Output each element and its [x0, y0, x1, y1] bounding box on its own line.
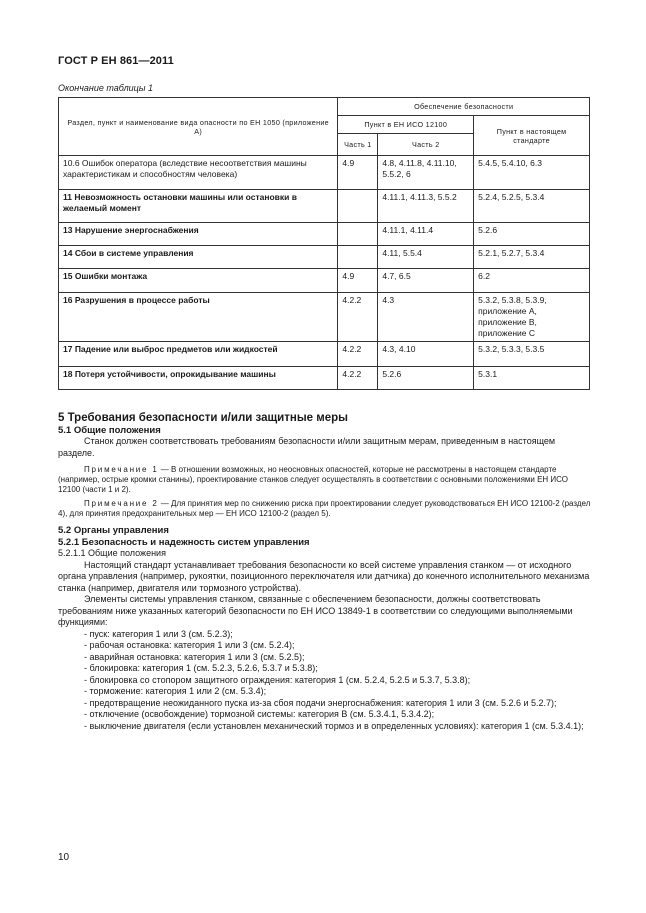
standard-cell: 5.3.2, 5.3.8, 5.3.9, приложение А, приложение В, приложение С	[474, 293, 590, 342]
note-2	[58, 499, 592, 519]
note-1-text: — В отношении возможных, но неосновных опасностей, которые не рассмотрены в настоящем стандарте (например, острые кромки станины), проектирование станков следует осуществлять в соответствии с основными положениями ЕН ИСО 12100 (части 1 и 2).	[58, 465, 569, 494]
part2-cell: 4.7, 6.5	[378, 269, 474, 293]
hazard-cell: 17 Падение или выброс предметов или жидкостей	[59, 342, 338, 367]
list-item: - блокировка: категория 1 (см. 5.2.3, 5.2.6, 5.3.7 и 5.3.8);	[84, 663, 318, 673]
hazard-cell: 14 Сбои в системе управления	[59, 246, 338, 269]
note-1	[58, 465, 592, 495]
page-number: 10	[58, 852, 70, 863]
standard-cell: 5.3.1	[474, 367, 590, 390]
header-safety: Обеспечение безопасности	[338, 98, 590, 116]
table-row	[59, 367, 590, 390]
section-5-title: 5 Требования безопасности и/или защитные меры	[58, 412, 348, 424]
hazard-cell: 16 Разрушения в процессе работы	[59, 293, 338, 342]
part1-cell: 4.2.2	[338, 293, 378, 342]
header-hazard-column: Раздел, пункт и наименование вида опасности по ЕН 1050 (приложение А)	[59, 98, 338, 156]
table-row	[59, 190, 590, 223]
part1-cell	[338, 246, 378, 269]
section-5-2-1-1-title: 5.2.1.1 Общие положения	[58, 548, 166, 558]
section-5-1-title: 5.1 Общие положения	[58, 424, 161, 436]
part2-cell: 4.3, 4.10	[378, 342, 474, 367]
note-2-label: Примечание 2	[84, 499, 159, 508]
section-5	[58, 413, 592, 732]
note-1-label: Примечание 1	[84, 465, 159, 474]
list-item: - пуск: категория 1 или 3 (см. 5.2.3);	[84, 628, 233, 639]
list-item: - предотвращение неожиданного пуска из-за сбоя подачи энергоснабжения: категория 1 или 3 (см. 5.2.6 и 5.2.7);	[84, 697, 557, 708]
standard-cell: 5.4.5, 5.4.10, 6.3	[474, 156, 590, 190]
header-part-1: Часть 1	[338, 134, 378, 156]
paragraph-1: Настоящий стандарт устанавливает требования безопасности ко всей системе управления станком — от исходного органа управления (например, рукоятки, позиционного переключателя или датчика) до конечного исполнительного механизма станка (например, двигателя или тормозного устройства).	[58, 559, 590, 593]
part1-cell: 4.2.2	[338, 367, 378, 390]
part2-cell: 4.11.1, 4.11.3, 5.5.2	[378, 190, 474, 223]
document-header: ГОСТ Р ЕН 861—2011	[58, 55, 174, 67]
part1-cell: 4.9	[338, 156, 378, 190]
part2-cell: 5.2.6	[378, 367, 474, 390]
part2-cell: 4.11, 5.5.4	[378, 246, 474, 269]
part1-cell	[338, 190, 378, 223]
part1-cell: 4.9	[338, 269, 378, 293]
part1-cell: 4.2.2	[338, 342, 378, 367]
standard-cell: 5.2.6	[474, 223, 590, 246]
table-row	[59, 223, 590, 246]
standard-cell: 5.2.1, 5.2.7, 5.3.4	[474, 246, 590, 269]
hazard-cell: 13 Нарушение энергоснабжения	[59, 223, 338, 246]
header-en-iso: Пункт в ЕН ИСО 12100	[338, 116, 474, 134]
hazards-table	[58, 97, 590, 390]
list-item: - торможение: категория 1 или 2 (см. 5.3.4);	[84, 686, 267, 696]
header-part-2: Часть 2	[378, 134, 474, 156]
section-5-2-1-title: 5.2.1 Безопасность и надежность систем управления	[58, 536, 310, 548]
list-item: - выключение двигателя (если установлен механический тормоз и в определенных условиях): категория 1 (см. 5.3.4.1);	[84, 720, 584, 731]
table-row	[59, 156, 590, 190]
table-caption: Окончание таблицы 1	[58, 83, 153, 93]
table-row	[59, 269, 590, 293]
hazard-cell: 15 Ошибки монтажа	[59, 269, 338, 293]
table-row	[59, 293, 590, 342]
part1-cell	[338, 223, 378, 246]
standard-cell: 5.2.4, 5.2.5, 5.3.4	[474, 190, 590, 223]
section-5-2-title: 5.2 Органы управления	[58, 525, 169, 536]
table-row	[59, 246, 590, 269]
section-5-1-text: Станок должен соответствовать требованиям безопасности и/или защитным мерам, приведенным в настоящем разделе.	[58, 436, 556, 458]
table-row	[59, 342, 590, 367]
part2-cell: 4.3	[378, 293, 474, 342]
part2-cell: 4.8, 4.11.8, 4.11.10, 5.5.2, 6	[378, 156, 474, 190]
note-2-text: — Для принятия мер по снижению риска при проектировании следует руководствоваться ЕН ИСО 12100-2 (раздел 4), для принятия предохранительных мер — ЕН ИСО 12100-2 (раздел 5).	[58, 499, 591, 518]
part2-cell: 4.11.1, 4.11.4	[378, 223, 474, 246]
standard-cell: 6.2	[474, 269, 590, 293]
list-item: - рабочая остановка: категория 1 или 3 (см. 5.2.4);	[84, 640, 295, 650]
standard-cell: 5.3.2, 5.3.3, 5.3.5	[474, 342, 590, 367]
paragraph-2: Элементы системы управления станком, связанные с обеспечением безопасности, должны соответствовать требованиям ниже указанных категорий безопасности по ЕН ИСО 13849-1 в соответствии со следующими выполняемыми функциями:	[58, 594, 573, 627]
hazard-cell: 18 Потеря устойчивости, опрокидывание машины	[59, 367, 338, 390]
hazard-cell: 10.6 Ошибок оператора (вследствие несоответствия машины характеристикам и способностям человека)	[59, 156, 338, 190]
header-this-standard: Пункт в настоящем стандарте	[474, 116, 590, 156]
list-item: - аварийная остановка: категория 1 или 3 (см. 5.2.5);	[84, 651, 305, 662]
list-item: - блокировка со стопором защитного ограждения: категория 1 (см. 5.2.4, 5.2.5 и 5.3.7, 5.3.8);	[84, 674, 471, 685]
list-item: - отключение (освобождение) тормозной системы: категория В (см. 5.3.4.1, 5.3.4.2);	[84, 709, 435, 719]
hazard-cell: 11 Невозможность остановки машины или остановки в желаемый момент	[59, 190, 338, 223]
